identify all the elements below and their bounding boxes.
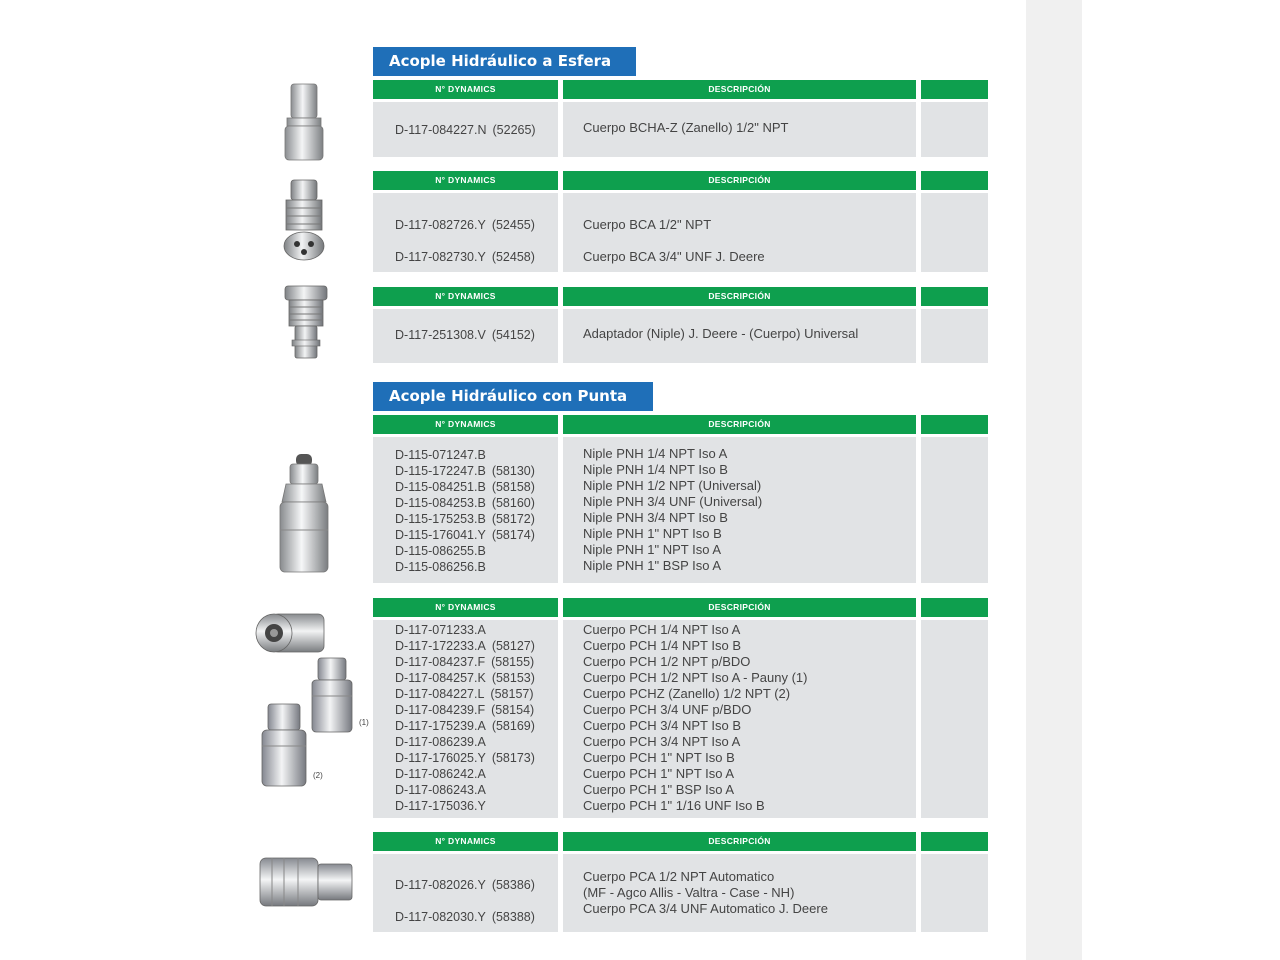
- list-item: Cuerpo PCH 1/2 NPT p/BDO: [583, 654, 751, 669]
- nipple-pnh-icon: [276, 452, 332, 576]
- table-row: D-117-082730.Y (52458): [395, 250, 535, 264]
- desc-cell: [563, 854, 916, 932]
- coupler-pauny-icon: [308, 656, 356, 736]
- list-item: Cuerpo PCH 1" 1/16 UNF Iso B: [583, 798, 765, 813]
- table-row: D-115-086255.B: [395, 544, 486, 558]
- extra-cell: [921, 437, 988, 583]
- desc-cell: [563, 309, 916, 363]
- header-code: N° DYNAMICS: [373, 598, 558, 617]
- adapter-nipple-icon: [281, 284, 331, 364]
- automatic-coupler-icon: [258, 854, 354, 910]
- table-row: D-115-175253.B (58172): [395, 512, 535, 526]
- table-block-1: [373, 80, 988, 157]
- coupler-zanello-icon: [258, 702, 310, 790]
- list-item: Cuerpo PCH 3/4 UNF p/BDO: [583, 702, 752, 717]
- header-extra: [921, 415, 988, 434]
- note-2: (2): [313, 771, 323, 780]
- code-cell: [373, 620, 558, 818]
- table-row: D-117-082030.Y (58388): [395, 910, 535, 924]
- list-item: Cuerpo PCHZ (Zanello) 1/2 NPT (2): [583, 686, 791, 701]
- header-extra: [921, 598, 988, 617]
- list-item: Cuerpo PCA 3/4 UNF Automatico J. Deere: [583, 901, 828, 916]
- list-item: Cuerpo BCA 3/4" UNF J. Deere: [583, 249, 765, 264]
- table-row: D-117-086242.A: [395, 767, 486, 781]
- list-item: Cuerpo PCH 1/4 NPT Iso B: [583, 638, 741, 653]
- list-item: Cuerpo PCH 1" NPT Iso A: [583, 766, 735, 781]
- table-row: D-115-084251.B (58158): [395, 480, 535, 494]
- list-item: Cuerpo PCH 3/4 NPT Iso A: [583, 734, 741, 749]
- header-code: N° DYNAMICS: [373, 832, 558, 851]
- extra-cell: [921, 620, 988, 818]
- header-desc: DESCRIPCIÓN: [563, 287, 916, 306]
- list-item: Niple PNH 3/4 UNF (Universal): [583, 494, 763, 509]
- desc-cell: [563, 102, 916, 157]
- section-title-punta: Acople Hidráulico con Punta: [373, 382, 653, 411]
- table-row: D-117-176025.Y (58173): [395, 751, 535, 765]
- code-cell: [373, 102, 558, 157]
- list-item: Niple PNH 1" NPT Iso B: [583, 526, 722, 541]
- extra-cell: [921, 309, 988, 363]
- extra-cell: [921, 193, 988, 272]
- code-cell: [373, 437, 558, 583]
- table-row: D-115-176041.Y (58174): [395, 528, 535, 542]
- header-desc: DESCRIPCIÓN: [563, 415, 916, 434]
- list-item: Niple PNH 1/4 NPT Iso B: [583, 462, 728, 477]
- list-item: Cuerpo PCA 1/2 NPT Automatico: [583, 869, 775, 884]
- female-coupler-icon: [254, 608, 326, 658]
- list-item: Cuerpo PCH 1/2 NPT Iso A - Pauny (1): [583, 670, 808, 685]
- header-desc: DESCRIPCIÓN: [563, 171, 916, 190]
- table-block-4: [373, 415, 988, 583]
- list-item: Niple PNH 3/4 NPT Iso B: [583, 510, 728, 525]
- table-row: D-117-086239.A: [395, 735, 486, 749]
- table-row: D-117-084227.L (58157): [395, 687, 534, 701]
- table-row: D-115-086256.B: [395, 560, 486, 574]
- table-row: D-117-084237.F (58155): [395, 655, 535, 669]
- table-row: D-117-084257.K (58153): [395, 671, 535, 685]
- table-row: D-115-172247.B (58130): [395, 464, 535, 478]
- list-item: Niple PNH 1" BSP Iso A: [583, 558, 722, 573]
- desc-cell: [563, 620, 916, 818]
- table-row: D-117-172233.A (58127): [395, 639, 535, 653]
- desc-cell: [563, 193, 916, 272]
- code-cell: [373, 309, 558, 363]
- list-item: Niple PNH 1" NPT Iso A: [583, 542, 722, 557]
- header-code: N° DYNAMICS: [373, 80, 558, 99]
- note-1: (1): [359, 718, 369, 727]
- table-row: D-117-071233.A: [395, 623, 486, 637]
- table-row: D-117-082026.Y (58386): [395, 878, 535, 892]
- table-row: D-115-071247.B: [395, 448, 486, 462]
- header-extra: [921, 287, 988, 306]
- table-block-2: [373, 171, 988, 272]
- header-code: N° DYNAMICS: [373, 415, 558, 434]
- header-extra: [921, 832, 988, 851]
- header-extra: [921, 80, 988, 99]
- list-item: Cuerpo BCHA-Z (Zanello) 1/2" NPT: [583, 120, 789, 135]
- table-row: D-117-084239.F (58154): [395, 703, 535, 717]
- coupling-body-icon: [282, 82, 326, 162]
- list-item: Adaptador (Niple) J. Deere - (Cuerpo) Universal: [583, 326, 859, 341]
- header-desc: DESCRIPCIÓN: [563, 598, 916, 617]
- header-code: N° DYNAMICS: [373, 171, 558, 190]
- extra-cell: [921, 854, 988, 932]
- header-desc: DESCRIPCIÓN: [563, 80, 916, 99]
- header-extra: [921, 171, 988, 190]
- list-item: Cuerpo PCH 1/4 NPT Iso A: [583, 622, 741, 637]
- table-row: D-115-084253.B (58160): [395, 496, 535, 510]
- code-list: [395, 447, 535, 575]
- list-item: Cuerpo PCH 1" BSP Iso A: [583, 782, 735, 797]
- list-item: Niple PNH 1/4 NPT Iso A: [583, 446, 728, 461]
- code-cell: [373, 193, 558, 272]
- table-block-5: [373, 598, 988, 818]
- table-row: D-117-084227.N (52265): [395, 123, 536, 137]
- table-row: D-117-251308.V (54152): [395, 328, 535, 342]
- list-item: Cuerpo PCH 3/4 NPT Iso B: [583, 718, 741, 733]
- code-cell: [373, 854, 558, 932]
- table-row: D-117-086243.A: [395, 783, 486, 797]
- list-item: Cuerpo PCH 1" NPT Iso B: [583, 750, 735, 765]
- list-item: Cuerpo BCA 1/2" NPT: [583, 217, 712, 232]
- header-desc: DESCRIPCIÓN: [563, 832, 916, 851]
- right-margin-strip: [1026, 0, 1082, 960]
- list-item: Niple PNH 1/2 NPT (Universal): [583, 478, 762, 493]
- ball-coupling-icon: [281, 178, 327, 262]
- table-block-6: [373, 832, 988, 932]
- table-row: D-117-082726.Y (52455): [395, 218, 535, 232]
- desc-cell: [563, 437, 916, 583]
- extra-cell: [921, 102, 988, 157]
- header-code: N° DYNAMICS: [373, 287, 558, 306]
- section-title-esfera: Acople Hidráulico a Esfera: [373, 47, 636, 76]
- table-block-3: [373, 287, 988, 363]
- table-row: D-117-175239.A (58169): [395, 719, 535, 733]
- list-item: (MF - Agco Allis - Valtra - Case - NH): [583, 885, 795, 900]
- table-row: D-117-175036.Y: [395, 799, 486, 813]
